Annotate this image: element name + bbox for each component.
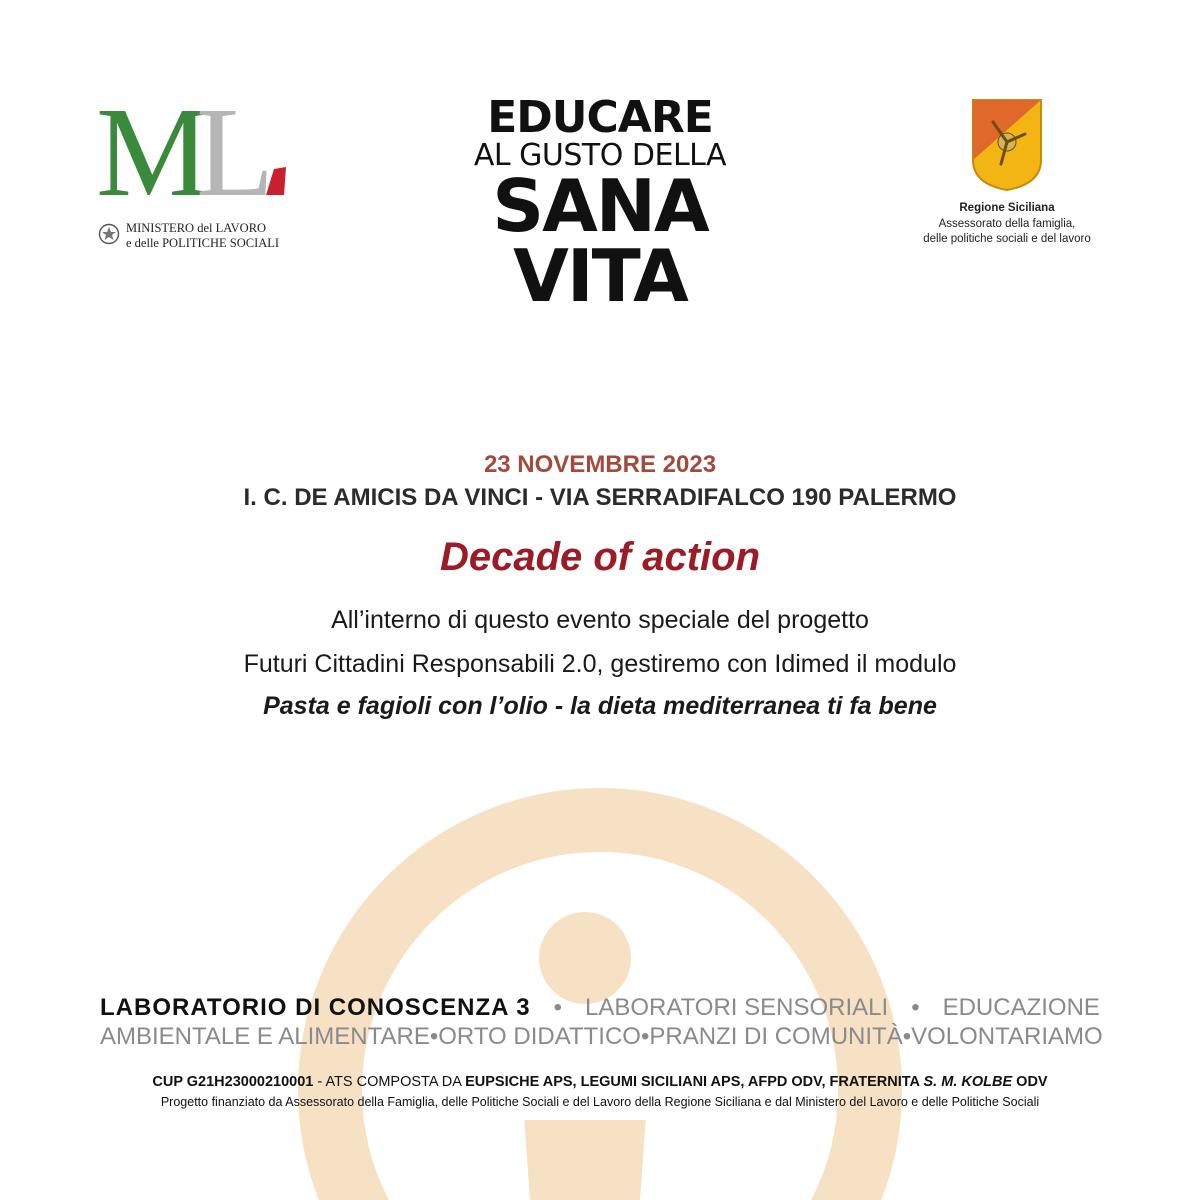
event-headline: Decade of action — [439, 535, 761, 579]
event-description-line2: Futuri Cittadini Responsabili 2.0, gestiremo con Idimed il modulo — [243, 650, 957, 678]
title-line-educare: EDUCARE — [487, 92, 713, 143]
partner-kolbe: S. M. KOLBE — [923, 1074, 1013, 1090]
bullet-separator: • — [911, 994, 920, 1021]
project-title — [400, 92, 800, 318]
bullet-separator: • — [902, 1023, 912, 1050]
ml-letter-m: M — [96, 95, 210, 223]
bullet-separator: • — [640, 1023, 650, 1050]
title-line-al-gusto: AL GUSTO DELLA — [473, 138, 727, 173]
cup-code: CUP G21H23000210001 — [152, 1074, 314, 1090]
partners: EUPSICHE APS, LEGUMI SICILIANI APS, AFPD ODV, FRATERNITA — [465, 1074, 924, 1090]
laboratorio-row-1 — [100, 994, 1100, 1022]
odv-suffix: ODV — [1012, 1074, 1048, 1090]
regione-siciliana-shield — [971, 98, 1043, 192]
ml-letter-l: L — [196, 95, 275, 223]
ministero-name-line2: e delle POLITICHE SOCIALI — [126, 236, 280, 250]
title-line-vita: VITA — [513, 234, 687, 318]
laboratorio-row-2 — [100, 1023, 1103, 1051]
event-venue: I. C. DE AMICIS DA VINCI - VIA SERRADIFALCO 190 PALERMO — [243, 484, 957, 511]
laboratorio-item: EDUCAZIONE — [942, 994, 1100, 1021]
laboratorio-item: LABORATORI SENSORIALI — [584, 994, 889, 1021]
emblem-icon — [98, 222, 120, 246]
event-module-title: Pasta e fagioli con l’olio - la dieta mediterranea ti fa bene — [263, 692, 937, 720]
bullet-separator: • — [429, 1023, 439, 1050]
ministero-name-line1: MINISTERO del LAVORO — [126, 221, 267, 235]
footer-cup-line — [0, 1074, 1200, 1090]
regione-siciliana-text — [900, 201, 1114, 248]
bullet-separator: • — [553, 994, 562, 1021]
event-description-line1: All’interno di questo evento speciale del progetto — [331, 606, 869, 634]
laboratorio-item: VOLONTARIAMO — [911, 1023, 1103, 1050]
laboratorio-item: ORTO DIDATTICO — [438, 1023, 641, 1050]
footer-funding-line: Progetto finanziato da Assessorato della Famiglia, delle Politiche Sociali e del Lavoro della Regione Siciliana e dal Ministero del Lavoro e delle Politiche Sociali — [160, 1095, 1040, 1109]
regione-assessorato-cont: delle politiche sociali e del lavoro — [923, 233, 1091, 245]
event-date: 23 NOVEMBRE 2023 — [483, 451, 717, 478]
laboratorio-item: AMBIENTALE E ALIMENTARE — [100, 1023, 430, 1050]
regione-name: Regione Siciliana — [959, 202, 1055, 214]
laboratorio-item: PRANZI DI COMUNITÀ — [649, 1023, 903, 1050]
ats-text: - ATS COMPOSTA DA — [313, 1074, 466, 1090]
regione-assessorato: Assessorato della famiglia, — [938, 217, 1076, 230]
title-line-sana: SANA — [492, 164, 708, 248]
laboratorio-title: LABORATORIO DI CONOSCENZA 3 — [100, 994, 531, 1021]
